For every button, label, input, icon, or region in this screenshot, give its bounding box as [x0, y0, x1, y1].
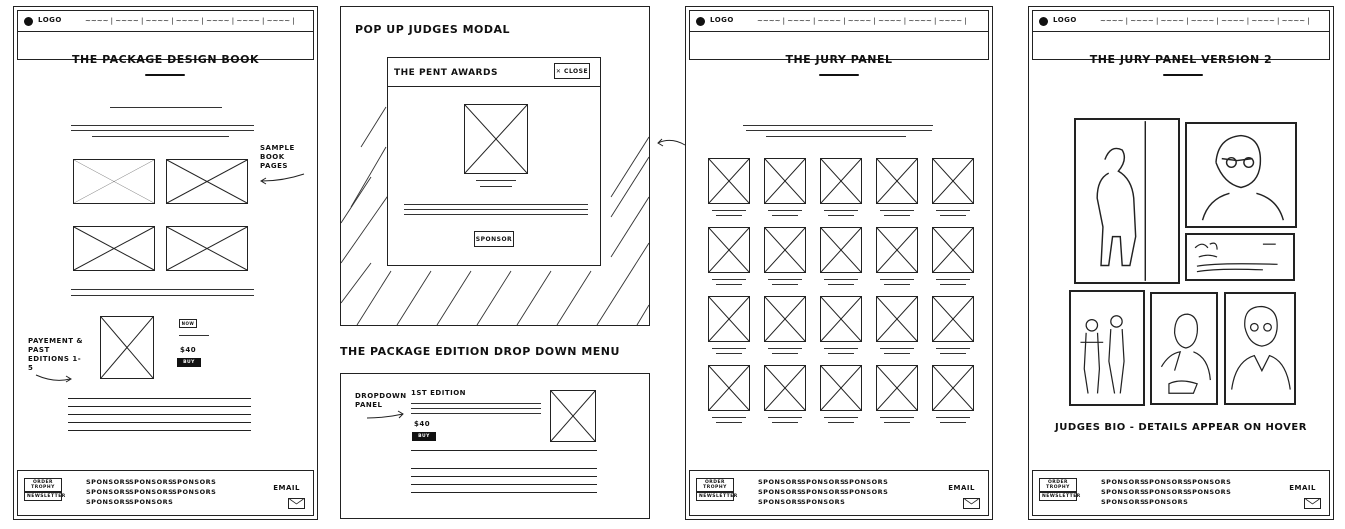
sponsor-link[interactable]: SPONSORS	[1187, 478, 1232, 486]
sample-page-image	[166, 159, 248, 204]
newsletter-button[interactable]: NEWSLETTER	[24, 492, 62, 501]
caption: JUDGES BIO - DETAILS APPEAR ON HOVER	[1055, 422, 1307, 433]
wireframe-jury-panel-v2	[1028, 6, 1334, 520]
order-trophy-button[interactable]: ORDER TROPHY	[696, 478, 734, 492]
judge-bio-card[interactable]	[1185, 233, 1295, 281]
envelope-icon[interactable]	[288, 498, 305, 509]
email-label: EMAIL	[1289, 484, 1316, 492]
sponsor-link[interactable]: SPONSORS	[801, 488, 846, 496]
judge-portrait-tile[interactable]	[1074, 118, 1180, 284]
judge-thumbnail[interactable]	[708, 227, 750, 273]
wireframe-package-design-book	[13, 6, 318, 520]
logo[interactable]: LOGO	[1053, 16, 1077, 24]
judge-thumbnail[interactable]	[876, 365, 918, 411]
judge-thumbnail[interactable]	[764, 158, 806, 204]
order-trophy-button[interactable]: ORDER TROPHY	[24, 478, 62, 492]
newsletter-button[interactable]: NEWSLETTER	[1039, 492, 1077, 501]
text-line	[71, 130, 254, 135]
note-dropdown-panel: DROPDOWN PANEL	[355, 392, 407, 409]
note-sample-pages: SAMPLE BOOK PAGES	[260, 144, 295, 170]
judge-thumbnail[interactable]	[764, 296, 806, 342]
text-line	[179, 335, 209, 340]
sponsor-link[interactable]: SPONSORS	[844, 488, 889, 496]
judge-portrait-tile[interactable]	[1069, 290, 1145, 406]
section-heading: THE PACKAGE EDITION DROP DOWN MENU	[340, 345, 620, 358]
judge-thumbnail[interactable]	[708, 158, 750, 204]
judge-thumbnail[interactable]	[708, 296, 750, 342]
arrow-icon	[655, 135, 687, 151]
sponsor-link[interactable]: SPONSORS	[1101, 488, 1146, 496]
judge-name-line	[716, 215, 742, 220]
edition-list[interactable]	[411, 450, 597, 496]
sample-page-image	[73, 226, 155, 271]
sponsor-link[interactable]: SPONSORS	[758, 488, 803, 496]
judge-thumbnail[interactable]	[932, 158, 974, 204]
judge-thumbnail[interactable]	[932, 227, 974, 273]
sponsor-links	[86, 477, 215, 507]
judge-thumbnail[interactable]	[820, 296, 862, 342]
sponsor-links	[1101, 477, 1230, 507]
sponsor-link[interactable]: SPONSORS	[1144, 488, 1189, 496]
header-divider	[690, 31, 988, 32]
sponsor-link[interactable]: SPONSORS	[758, 478, 803, 486]
sponsor-link[interactable]: SPONSORS	[844, 478, 889, 486]
judge-name-line	[884, 215, 910, 220]
newsletter-button[interactable]: NEWSLETTER	[696, 492, 734, 501]
sponsor-link[interactable]: SPONSORS	[172, 488, 217, 496]
sponsor-link[interactable]: SPONSORS	[129, 478, 174, 486]
arrow-icon	[365, 410, 407, 422]
judge-thumbnail[interactable]	[820, 227, 862, 273]
section-heading: POP UP JUDGES MODAL	[355, 23, 511, 36]
judge-thumbnail[interactable]	[820, 365, 862, 411]
sponsor-link[interactable]: SPONSORS	[1187, 488, 1232, 496]
judge-thumbnail[interactable]	[932, 365, 974, 411]
header-divider	[18, 31, 313, 32]
arrow-icon	[258, 169, 308, 189]
judge-thumbnail[interactable]	[876, 158, 918, 204]
sponsor-links	[758, 477, 887, 507]
footer	[17, 470, 314, 516]
judge-name-line	[772, 422, 798, 427]
footer	[1032, 470, 1330, 516]
sponsor-link[interactable]: SPONSORS	[86, 498, 131, 506]
judge-thumbnail[interactable]	[764, 365, 806, 411]
sponsor-link[interactable]: SPONSORS	[129, 498, 174, 506]
judge-name-line	[828, 284, 854, 289]
sponsor-link[interactable]: SPONSORS	[129, 488, 174, 496]
judge-thumbnail[interactable]	[876, 296, 918, 342]
sponsor-link[interactable]: SPONSORS	[1101, 478, 1146, 486]
wireframe-jury-panel	[685, 6, 993, 520]
nav-links[interactable]: ~~~~ | ~~~~ | ~~~~ | ~~~~ | ~~~~ | ~~~~ | ~~~~ |	[757, 17, 967, 25]
judge-name-line	[716, 284, 742, 289]
note-payment: PAYEMENT & PAST EDITIONS 1-5	[28, 337, 84, 372]
sponsor-link[interactable]: SPONSORS	[86, 478, 131, 486]
judge-photo	[464, 104, 528, 174]
judge-name-line	[828, 353, 854, 358]
judge-name-line	[884, 284, 910, 289]
judge-name-line	[716, 353, 742, 358]
logo-icon	[1039, 17, 1048, 26]
logo-icon	[24, 17, 33, 26]
arrow-icon	[34, 371, 74, 385]
edition-title: 1ST EDITION	[411, 389, 467, 397]
title-underline	[819, 74, 859, 76]
text-line	[92, 136, 229, 141]
footer	[689, 470, 989, 516]
sponsor-link[interactable]: SPONSORS	[801, 478, 846, 486]
edition-buy-button[interactable]: BUY NOW	[412, 432, 436, 441]
sponsor-link[interactable]: SPONSORS	[1144, 498, 1189, 506]
page-title: THE JURY PANEL	[785, 53, 893, 66]
text-line	[71, 289, 254, 294]
judge-name-line	[828, 422, 854, 427]
judges-modal	[387, 57, 601, 266]
sponsor-link[interactable]: SPONSORS	[172, 478, 217, 486]
judge-name-line	[940, 353, 966, 358]
edition-cover-image	[550, 390, 596, 442]
judge-thumbnail[interactable]	[820, 158, 862, 204]
nav-links[interactable]: ~~~~ | ~~~~ | ~~~~ | ~~~~ | ~~~~ | ~~~~ | ~~~~ |	[85, 17, 295, 25]
sponsor-button[interactable]: SPONSOR	[474, 231, 514, 247]
judge-portrait-tile[interactable]	[1224, 292, 1296, 405]
judge-name-line	[828, 215, 854, 220]
logo[interactable]: LOGO	[710, 16, 734, 24]
modal-title: THE PENT AWARDS	[394, 68, 498, 78]
order-trophy-button[interactable]: ORDER TROPHY	[1039, 478, 1077, 492]
sample-page-image	[166, 226, 248, 271]
sponsor-link[interactable]: SPONSORS	[801, 498, 846, 506]
wireframe-edition-dropdown	[340, 373, 650, 519]
title-underline	[1163, 74, 1203, 76]
judge-name-line	[772, 353, 798, 358]
judge-portrait-tile[interactable]	[1185, 122, 1297, 228]
logo[interactable]: LOGO	[38, 16, 62, 24]
page-title: THE JURY PANEL VERSION 2	[1089, 53, 1273, 66]
nav-links[interactable]: ~~~~ | ~~~~ | ~~~~ | ~~~~ | ~~~~ | ~~~~ | ~~~~ |	[1100, 17, 1310, 25]
email-label: EMAIL	[273, 484, 300, 492]
close-button[interactable]: ✕ CLOSE	[554, 63, 590, 79]
judge-thumbnail[interactable]	[764, 227, 806, 273]
judge-thumbnail[interactable]	[708, 365, 750, 411]
judge-name-line	[772, 215, 798, 220]
text-line	[71, 295, 254, 300]
sample-page-image	[73, 159, 155, 204]
judge-name-line	[940, 422, 966, 427]
judge-name-line	[884, 353, 910, 358]
judge-name-line	[884, 422, 910, 427]
judge-thumbnail[interactable]	[876, 227, 918, 273]
judge-name-line	[940, 284, 966, 289]
title-underline	[145, 74, 185, 76]
header-divider	[1033, 31, 1329, 32]
now-button[interactable]: NOW	[179, 319, 197, 328]
edition-cover-image	[100, 316, 154, 379]
sponsor-link[interactable]: SPONSORS	[758, 498, 803, 506]
logo-icon	[696, 17, 705, 26]
buy-now-button[interactable]: BUY NOW	[177, 358, 201, 367]
page-title: THE PACKAGE DESIGN BOOK	[72, 53, 259, 66]
envelope-icon[interactable]	[1304, 498, 1321, 509]
judge-portrait-tile[interactable]	[1150, 292, 1218, 405]
judge-name-line	[772, 284, 798, 289]
price: $40	[180, 346, 197, 354]
edition-price: $40	[414, 420, 431, 428]
email-label: EMAIL	[948, 484, 975, 492]
sponsor-link[interactable]: SPONSORS	[1101, 498, 1146, 506]
text-squiggle	[110, 107, 222, 112]
envelope-icon[interactable]	[963, 498, 980, 509]
judge-name-line	[716, 422, 742, 427]
wireframe-judges-modal	[340, 6, 650, 326]
judge-thumbnail[interactable]	[932, 296, 974, 342]
sponsor-link[interactable]: SPONSORS	[1144, 478, 1189, 486]
sponsor-link[interactable]: SPONSORS	[86, 488, 131, 496]
accordion-list[interactable]	[68, 398, 251, 438]
judge-name-line	[940, 215, 966, 220]
